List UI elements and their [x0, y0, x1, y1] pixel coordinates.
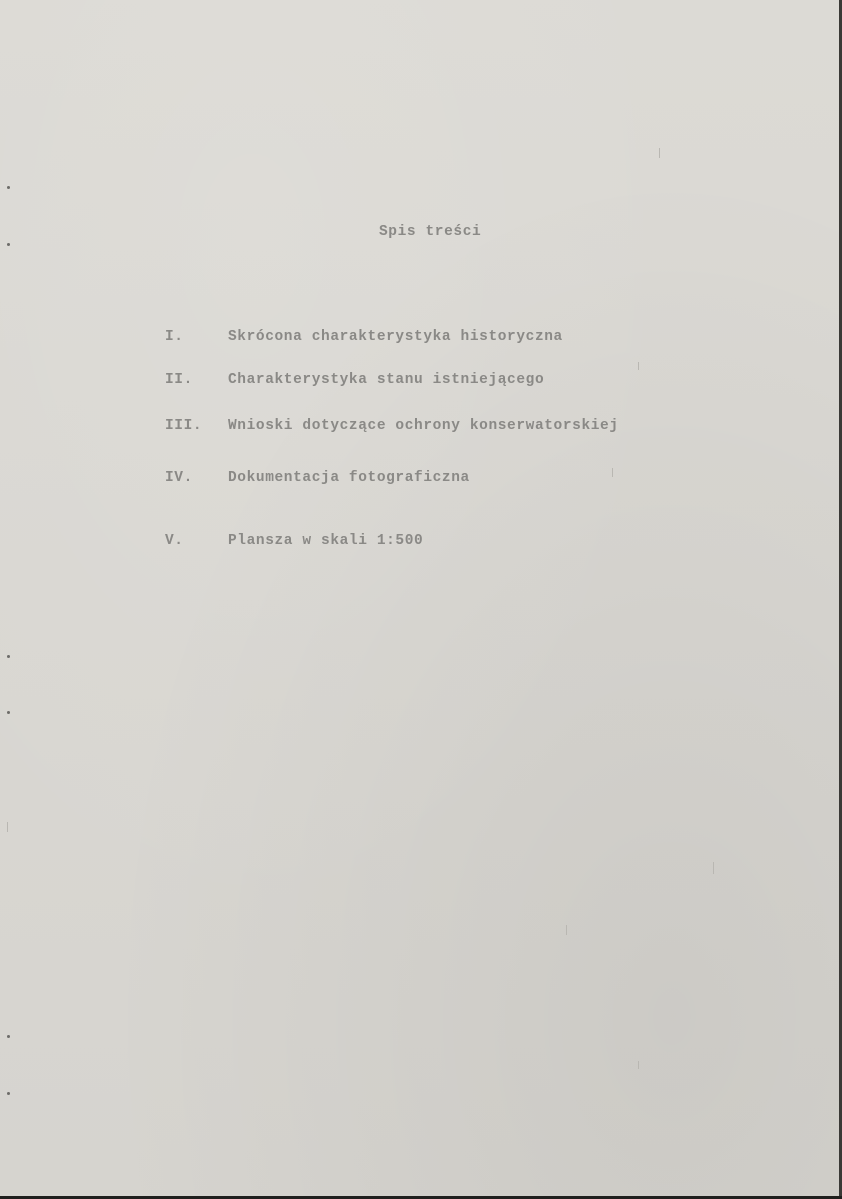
toc-item	[0, 533, 840, 555]
paper-speck	[713, 862, 714, 874]
paper-speck	[7, 822, 8, 832]
paper-speck	[659, 148, 660, 158]
paper-speck	[612, 468, 613, 477]
punch-mark	[7, 186, 10, 189]
toc-item-text: Charakterystyka stanu istniejącego	[228, 372, 545, 388]
toc-item	[0, 418, 840, 440]
toc-item-number: III.	[165, 418, 203, 434]
toc-item	[0, 372, 840, 394]
toc-item	[0, 329, 840, 351]
toc-item-number: V.	[165, 533, 184, 549]
toc-item-number: IV.	[165, 470, 193, 486]
punch-mark	[7, 1092, 10, 1095]
toc-item-number: I.	[165, 329, 184, 345]
punch-mark	[7, 711, 10, 714]
toc-item-text: Wnioski dotyczące ochrony konserwatorskiej	[228, 418, 619, 434]
toc-item-number: II.	[165, 372, 193, 388]
paper-speck	[566, 925, 567, 935]
toc-item	[0, 470, 840, 492]
page-title: Spis treści	[379, 224, 482, 240]
toc-item-text: Skrócona charakterystyka historyczna	[228, 329, 563, 345]
punch-mark	[7, 1035, 10, 1038]
paper-speck	[638, 362, 639, 370]
toc-item-text: Plansza w skali 1:500	[228, 533, 424, 549]
punch-mark	[7, 243, 10, 246]
toc-item-text: Dokumentacja fotograficzna	[228, 470, 470, 486]
punch-mark	[7, 655, 10, 658]
paper-speck	[638, 1061, 639, 1069]
